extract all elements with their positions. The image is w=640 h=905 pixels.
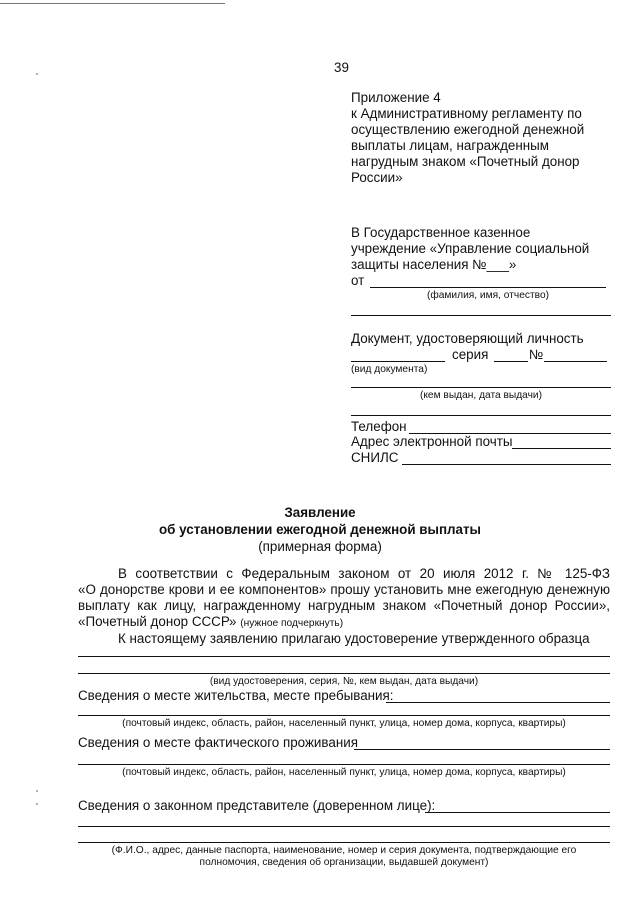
statement-subtitle: об установлении ежегодной денежной выплаты (159, 522, 481, 537)
representative-field-line (425, 812, 610, 813)
appendix-line-5: нагрудным знаком «Почетный донор (351, 154, 580, 169)
representative-label: Сведения о законном представителе (доверенном лице): (78, 798, 436, 813)
address-caption-2: (почтовый индекс, область, район, населенный пункт, улица, номер дома, корпуса, квартиры) (122, 767, 566, 778)
number-label: № (529, 347, 544, 362)
residence-field-line-2 (78, 715, 610, 716)
residence-field-line (386, 702, 610, 703)
para1-line-3: выплату как лицу, награжденному нагрудным знаком «Почетный донор России», (78, 598, 610, 613)
number-field-line (544, 361, 607, 362)
issued-field-line (351, 387, 611, 388)
doc-type-field-line (351, 361, 445, 362)
appendix-line-1: Приложение 4 (351, 90, 441, 105)
actual-residence-field-line (354, 749, 610, 750)
doc-type-caption: (вид документа) (351, 364, 428, 375)
series-field-line (494, 361, 528, 362)
form-note: (примерная форма) (258, 539, 382, 554)
para1-note: (нужное подчеркнуть) (240, 618, 344, 629)
fio-caption: (фамилия, имя, отчество) (426, 290, 550, 301)
rep-caption-1: (Ф.И.О., адрес, данные паспорта, наименование, номер и серия документа, подтверждающие его (111, 845, 577, 856)
cert-field-line-2 (78, 673, 610, 674)
actual-residence-label: Сведения о месте фактического проживания (78, 735, 358, 750)
scan-dot (36, 73, 38, 75)
scan-edge-line (0, 3, 225, 4)
appendix-line-3: осуществлению ежегодной денежной (351, 122, 585, 137)
scan-dot (36, 790, 38, 792)
rep-caption-2: полномочия, сведения об организации, выдавшей документ) (199, 857, 489, 868)
address-caption-1: (почтовый индекс, область, район, населенный пункт, улица, номер дома, корпуса, квартиры) (122, 718, 566, 729)
representative-field-line-3 (78, 842, 610, 843)
statement-title: Заявление (284, 505, 356, 520)
snils-field-line (402, 464, 611, 465)
issued-caption: (кем выдан, дата выдачи) (419, 390, 543, 401)
representative-field-line-2 (78, 826, 610, 827)
para1-line-1: В соответствии с Федеральным законом от 20 июля 2012 г. № 125-ФЗ (118, 566, 610, 581)
addressee-line-3: защиты населения №___» (351, 257, 517, 272)
email-field-line (512, 448, 611, 449)
snils-label: СНИЛС (351, 450, 399, 465)
appendix-line-2: к Административному регламенту по (351, 106, 582, 121)
addressee-line-1: В Государственное казенное (351, 225, 531, 240)
fio-field-line (370, 287, 606, 288)
para2: К настоящему заявлению прилагаю удостоверение утвержденного образца (118, 631, 590, 646)
para1-line-4 (78, 614, 343, 630)
cert-caption: (вид удостоверения, серия, №, кем выдан, дата выдачи) (209, 676, 479, 687)
series-label: серия (452, 347, 489, 362)
from-label: от (351, 273, 365, 288)
issued-field-line-2 (351, 415, 611, 416)
page-number: 39 (334, 60, 349, 75)
identity-doc-label: Документ, удостоверяющий личность (351, 331, 584, 346)
email-label: Адрес электронной почты (351, 434, 513, 449)
appendix-line-6: России» (351, 170, 403, 185)
scan-dot (36, 803, 38, 805)
phone-label: Телефон (351, 419, 407, 434)
actual-residence-field-line-2 (78, 764, 610, 765)
para1-last: «Почетный донор СССР» (78, 614, 237, 629)
appendix-line-4: выплаты лицам, награжденным (351, 138, 549, 153)
fio-field-line-2 (351, 315, 611, 316)
cert-field-line (78, 656, 610, 657)
addressee-line-2: учреждение «Управление социальной (351, 241, 590, 256)
residence-label: Сведения о месте жительства, месте пребывания: (78, 688, 394, 703)
para1-line-2: «О донорстве крови и ее компонентов» прошу установить мне ежегодную денежную (78, 582, 610, 597)
